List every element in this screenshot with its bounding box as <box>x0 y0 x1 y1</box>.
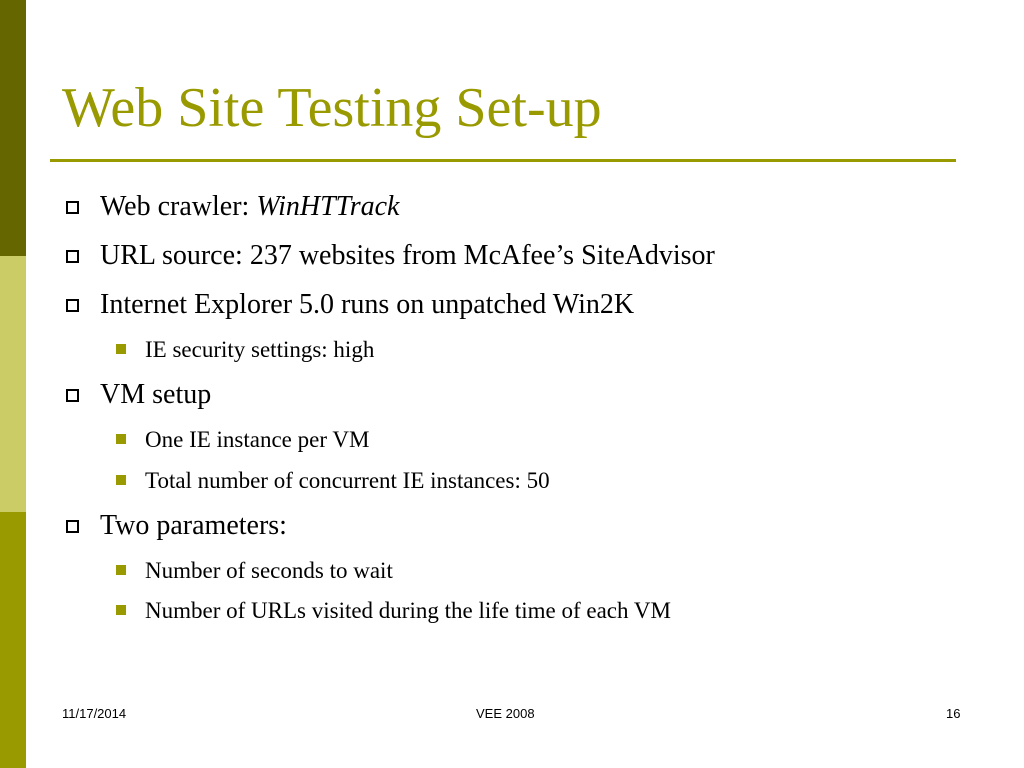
sub-bullet-urls-visited: Number of URLs visited during the life time of each VM <box>145 598 671 623</box>
sub-bullet-one-ie-instance: One IE instance per VM <box>145 427 370 452</box>
hollow-square-bullet-icon <box>66 389 79 402</box>
filled-square-bullet-icon <box>116 344 126 354</box>
bullet-vm-setup: VM setup <box>100 379 212 410</box>
bullet-web-crawler-tool: WinHTTrack <box>256 191 400 222</box>
filled-square-bullet-icon <box>116 434 126 444</box>
footer-conference: VEE 2008 <box>476 706 535 721</box>
sub-bullet-seconds-to-wait: Number of seconds to wait <box>145 558 393 583</box>
bullet-url-source: URL source: 237 websites from McAfee’s SiteAdvisor <box>100 240 715 271</box>
hollow-square-bullet-icon <box>66 520 79 533</box>
sub-bullet-ie-security: IE security settings: high <box>145 337 375 362</box>
filled-square-bullet-icon <box>116 565 126 575</box>
footer-date: 11/17/2014 <box>62 706 127 721</box>
filled-square-bullet-icon <box>116 475 126 485</box>
bullet-web-crawler <box>100 193 399 221</box>
bullet-web-crawler-label: Web crawler: <box>100 191 257 222</box>
slide-title: Web Site Testing Set-up <box>62 77 602 139</box>
footer-page-number: 16 <box>946 706 961 721</box>
bullet-internet-explorer: Internet Explorer 5.0 runs on unpatched Win2K <box>100 289 635 320</box>
sub-bullet-total-instances: Total number of concurrent IE instances: 50 <box>145 468 550 493</box>
bullet-two-parameters: Two parameters: <box>100 510 287 541</box>
filled-square-bullet-icon <box>116 605 126 615</box>
hollow-square-bullet-icon <box>66 250 79 263</box>
hollow-square-bullet-icon <box>66 201 79 214</box>
hollow-square-bullet-icon <box>66 299 79 312</box>
